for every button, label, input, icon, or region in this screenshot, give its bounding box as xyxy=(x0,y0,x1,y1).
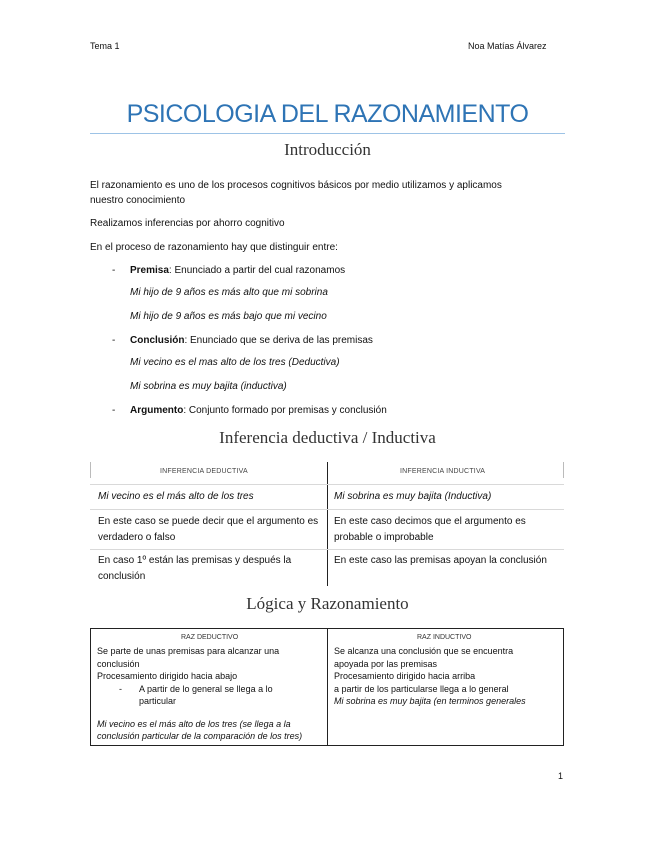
logic-left-line2: conclusión xyxy=(97,658,140,669)
example-premisa-1: Mi hijo de 9 años es más alto que mi sobrina xyxy=(130,287,328,298)
table-column-divider xyxy=(327,629,328,745)
cell-row1-left: Mi vecino es el más alto de los tres xyxy=(98,491,254,502)
logic-table xyxy=(90,628,564,746)
row-separator xyxy=(90,484,564,485)
title-underline xyxy=(90,133,565,134)
column-header-inductivo: RAZ INDUCTIVO xyxy=(417,634,472,641)
column-header-inductiva: INFERENCIA INDUCTIVA xyxy=(400,468,486,475)
logic-right-line3: Procesamiento dirigido hacia arriba xyxy=(334,671,476,681)
logic-left-sub1: A partir de lo general se llega a lo xyxy=(139,683,273,694)
logic-right-example1: Mi sobrina es muy bajita (en terminos generales xyxy=(334,696,526,706)
column-header-deductivo: RAZ DEDUCTIVO xyxy=(181,634,239,641)
cell-row2-right: En este caso decimos que el argumento es probable o improbable xyxy=(334,516,526,543)
cell-row2-left: En este caso se puede decir que el argumento es verdadero o falso xyxy=(98,516,319,543)
logic-left-subbullet xyxy=(97,683,323,708)
bullet-premisa xyxy=(0,265,655,279)
logic-right-cell xyxy=(334,645,560,708)
intro-p1-line1: El razonamiento es uno de los procesos cognitivos básicos por medio utilizamos y aplicamos xyxy=(90,180,502,191)
bullet-dash: - xyxy=(112,405,116,416)
definition-premisa: : Enunciado a partir del cual razonamos xyxy=(168,265,346,276)
intro-paragraph-3: En el proceso de razonamiento hay que distinguir entre: xyxy=(90,242,338,253)
header-left: Tema 1 xyxy=(90,41,120,51)
bullet-conclusion xyxy=(0,335,655,349)
cell-row1-right: Mi sobrina es muy bajita (Inductiva) xyxy=(334,491,492,502)
table-column-divider xyxy=(327,462,328,586)
intro-paragraph-2: Realizamos inferencias por ahorro cognitivo xyxy=(90,218,285,229)
logic-right-line1: Se alcanza una conclusión que se encuentra xyxy=(334,646,514,656)
cell-row3-left: En caso 1º están las premisas y después la conclusión xyxy=(98,555,292,582)
table-edge-left xyxy=(90,462,91,478)
logic-left-line3: Procesamiento dirigido hacia abajo xyxy=(97,671,238,681)
definition-conclusion: : Enunciado que se deriva de las premisas xyxy=(184,335,373,346)
bullet-dash: - xyxy=(112,335,116,346)
table-edge-right xyxy=(563,462,564,478)
bullet-argumento xyxy=(0,405,655,419)
definition-argumento: : Conjunto formado por premisas y conclusión xyxy=(183,405,387,416)
term-argumento: Argumento xyxy=(130,405,184,416)
example-conclusion-2: Mi sobrina es muy bajita (inductiva) xyxy=(130,381,287,392)
intro-paragraph-1 xyxy=(90,178,540,208)
example-conclusion-1: Mi vecino es el mas alto de los tres (Deductiva) xyxy=(130,357,340,368)
bullet-text xyxy=(130,405,387,416)
bullet-text xyxy=(130,335,373,346)
page-number: 1 xyxy=(558,771,564,781)
section-heading-logic: Lógica y Razonamiento xyxy=(246,594,409,613)
section-heading-inference: Inferencia deductiva / Inductiva xyxy=(219,428,436,447)
page-title: PSICOLOGIA DEL RAZONAMIENTO xyxy=(126,100,529,128)
intro-p1-line2: nuestro conocimiento xyxy=(90,195,186,206)
logic-left-example2: conclusión particular de la comparación de los tres) xyxy=(97,731,303,741)
term-conclusion: Conclusión xyxy=(130,335,185,346)
header-right: Noa Matías Álvarez xyxy=(468,41,547,51)
logic-right-line4: a partir de los particularse llega a lo general xyxy=(334,683,509,694)
column-header-deductiva: INFERENCIA DEDUCTIVA xyxy=(160,468,248,475)
logic-left-line1: Se parte de unas premisas para alcanzar una xyxy=(97,646,280,656)
bullet-dash: - xyxy=(112,265,116,276)
logic-left-sub2: particular xyxy=(139,696,177,706)
logic-left-example1: Mi vecino es el más alto de los tres (se llega a la xyxy=(97,718,291,729)
inference-table xyxy=(90,462,564,592)
row-separator xyxy=(90,549,564,550)
bullet-dash: - xyxy=(119,683,122,694)
logic-right-line2: apoyada por las premisas xyxy=(334,658,438,669)
section-heading-intro: Introducción xyxy=(284,140,371,159)
term-premisa: Premisa xyxy=(130,265,169,276)
bullet-text xyxy=(130,265,345,276)
logic-left-cell xyxy=(97,645,323,743)
row-separator xyxy=(90,509,564,510)
cell-row3-right: En este caso las premisas apoyan la conclusión xyxy=(334,555,547,566)
example-premisa-2: Mi hijo de 9 años es más bajo que mi vecino xyxy=(130,311,327,322)
